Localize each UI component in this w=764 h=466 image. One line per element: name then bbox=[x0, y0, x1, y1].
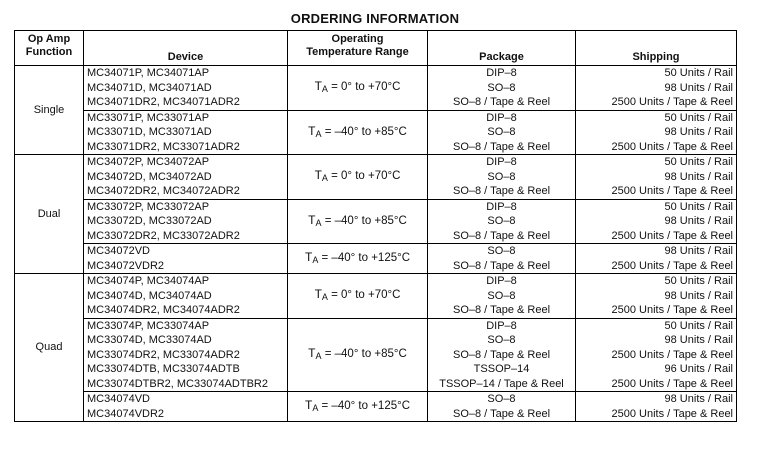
package-line: SO–8 / Tape & Reel bbox=[452, 407, 551, 420]
shipping-cell bbox=[576, 274, 737, 319]
shipping-line: 2500 Units / Tape & Reel bbox=[611, 377, 733, 390]
device-line: MC33072P, MC33072AP bbox=[87, 200, 210, 213]
function-cell: Dual bbox=[15, 155, 84, 274]
temperature-range: = –40° to +125°C bbox=[318, 251, 411, 264]
device-line: MC33074DR2, MC33074ADR2 bbox=[87, 348, 240, 361]
ta-subscript: A bbox=[315, 217, 322, 228]
package-line: DIP–8 bbox=[486, 200, 517, 213]
ta-subscript: A bbox=[321, 84, 328, 94]
shipping-line: 2500 Units / Tape & Reel bbox=[611, 96, 733, 108]
package-line: DIP–8 bbox=[486, 67, 517, 79]
temperature-cell bbox=[288, 155, 428, 200]
header-row bbox=[15, 31, 737, 66]
package-line: SO–8 bbox=[487, 245, 516, 257]
device-line: MC34074VD bbox=[87, 393, 150, 405]
shipping-line: 50 Units / Rail bbox=[664, 200, 733, 213]
device-cell bbox=[84, 110, 288, 155]
shipping-cell bbox=[576, 199, 737, 244]
ta-symbol bbox=[305, 250, 318, 264]
package-line: TSSOP–14 bbox=[473, 363, 530, 375]
function-cell: Quad bbox=[15, 274, 84, 422]
shipping-cell bbox=[576, 244, 737, 274]
package-line: SO–8 / Tape & Reel bbox=[452, 304, 551, 316]
device-line: MC33072DR2, MC33072ADR2 bbox=[87, 229, 240, 242]
temperature-range: = 0° to +70°C bbox=[327, 289, 401, 301]
package-line: SO–8 / Tape & Reel bbox=[452, 140, 551, 153]
device-cell bbox=[84, 199, 288, 244]
temperature-range: = –40° to +125°C bbox=[318, 399, 411, 412]
function-cell: Single bbox=[15, 66, 84, 155]
ta-variable: T bbox=[314, 79, 322, 93]
package-cell bbox=[428, 392, 576, 422]
package-line: SO–8 bbox=[487, 334, 516, 346]
package-line: SO–8 bbox=[487, 289, 516, 302]
header-device: Device bbox=[84, 31, 288, 66]
ta-subscript: A bbox=[321, 292, 328, 302]
ta-symbol bbox=[315, 168, 328, 182]
package-cell bbox=[428, 318, 576, 392]
device-line: MC33071P, MC33071AP bbox=[87, 111, 210, 124]
ta-subscript: A bbox=[315, 128, 322, 139]
ta-variable: T bbox=[314, 287, 322, 301]
shipping-line: 2500 Units / Tape & Reel bbox=[611, 348, 733, 361]
temperature-cell bbox=[288, 244, 428, 274]
shipping-line: 98 Units / Rail bbox=[664, 81, 733, 94]
package-line: SO–8 / Tape & Reel bbox=[452, 259, 551, 272]
ta-variable: T bbox=[308, 346, 316, 360]
header-package: Package bbox=[428, 31, 576, 66]
shipping-line: 98 Units / Rail bbox=[664, 215, 733, 227]
device-line: MC33074DTBR2, MC33074ADTBR2 bbox=[87, 377, 268, 390]
package-line: SO–8 / Tape & Reel bbox=[452, 229, 551, 242]
package-line: SO–8 / Tape & Reel bbox=[452, 185, 551, 197]
package-cell bbox=[428, 155, 576, 200]
page-title: ORDERING INFORMATION bbox=[290, 11, 460, 26]
device-line: MC34071DR2, MC34071ADR2 bbox=[87, 96, 240, 108]
package-line: SO–8 bbox=[487, 81, 516, 94]
table-row bbox=[15, 318, 737, 392]
package-line: SO–8 / Tape & Reel bbox=[452, 348, 551, 361]
shipping-line: 2500 Units / Tape & Reel bbox=[611, 407, 733, 420]
device-line: MC33074P, MC33074AP bbox=[87, 319, 210, 332]
ta-subscript: A bbox=[321, 173, 328, 183]
shipping-line: 50 Units / Rail bbox=[664, 67, 733, 79]
header-shipping: Shipping bbox=[576, 31, 737, 66]
ta-variable: T bbox=[304, 249, 313, 264]
table-row bbox=[15, 244, 737, 274]
package-cell bbox=[428, 66, 576, 111]
package-cell bbox=[428, 274, 576, 319]
package-line: DIP–8 bbox=[486, 111, 517, 124]
table-row bbox=[15, 392, 737, 422]
device-cell bbox=[84, 244, 288, 274]
shipping-line: 96 Units / Rail bbox=[664, 363, 733, 375]
device-line: MC34074DR2, MC34074ADR2 bbox=[87, 304, 240, 316]
ta-symbol bbox=[308, 213, 321, 227]
ta-symbol bbox=[308, 124, 321, 138]
temperature-range: = –40° to +85°C bbox=[321, 348, 407, 360]
ta-symbol bbox=[308, 346, 321, 360]
package-line: SO–8 bbox=[487, 215, 516, 227]
shipping-line: 98 Units / Rail bbox=[664, 289, 733, 302]
table-row bbox=[15, 274, 737, 319]
shipping-line: 98 Units / Rail bbox=[664, 245, 733, 257]
device-line: MC34072DR2, MC34072ADR2 bbox=[87, 185, 240, 197]
shipping-line: 50 Units / Rail bbox=[664, 319, 733, 332]
device-line: MC34072VDR2 bbox=[87, 259, 165, 272]
table-row bbox=[15, 199, 737, 244]
table-row bbox=[15, 155, 737, 200]
device-line: MC33074DTB, MC33074ADTB bbox=[87, 363, 240, 375]
temperature-cell bbox=[288, 66, 428, 111]
shipping-cell bbox=[576, 318, 737, 392]
shipping-line: 50 Units / Rail bbox=[664, 111, 733, 124]
shipping-cell bbox=[576, 110, 737, 155]
device-cell bbox=[84, 392, 288, 422]
temperature-range: = 0° to +70°C bbox=[327, 170, 401, 182]
shipping-line: 50 Units / Rail bbox=[664, 156, 733, 168]
table-row bbox=[15, 110, 737, 155]
shipping-line: 98 Units / Rail bbox=[664, 170, 733, 183]
shipping-line: 2500 Units / Tape & Reel bbox=[611, 140, 733, 153]
package-line: SO–8 bbox=[487, 126, 516, 138]
shipping-line: 2500 Units / Tape & Reel bbox=[611, 304, 733, 316]
device-line: MC33071D, MC33071AD bbox=[87, 126, 212, 138]
shipping-cell bbox=[576, 155, 737, 200]
temperature-cell bbox=[288, 110, 428, 155]
device-line: MC34074VDR2 bbox=[87, 407, 165, 420]
package-line: DIP–8 bbox=[486, 275, 517, 287]
device-line: MC34071D, MC34071AD bbox=[87, 81, 212, 94]
package-cell bbox=[428, 110, 576, 155]
ta-variable: T bbox=[308, 212, 316, 227]
device-line: MC33072D, MC33072AD bbox=[87, 215, 212, 227]
device-line: MC34074D, MC34074AD bbox=[87, 289, 212, 302]
shipping-cell bbox=[576, 66, 737, 111]
ta-subscript: A bbox=[312, 402, 319, 413]
shipping-line: 98 Units / Rail bbox=[664, 126, 733, 138]
header-temperature: Operating Temperature Range bbox=[288, 31, 428, 66]
device-line: MC34072VD bbox=[87, 245, 150, 257]
header-function: Op Amp Function bbox=[15, 31, 84, 66]
shipping-line: 2500 Units / Tape & Reel bbox=[611, 259, 733, 272]
package-line: DIP–8 bbox=[486, 156, 517, 168]
device-line: MC33074D, MC33074AD bbox=[87, 334, 212, 346]
device-cell bbox=[84, 155, 288, 200]
device-line: MC34071P, MC34071AP bbox=[87, 67, 210, 79]
device-line: MC34074P, MC34074AP bbox=[87, 275, 210, 287]
device-cell bbox=[84, 318, 288, 392]
shipping-cell bbox=[576, 392, 737, 422]
temperature-range: = –40° to +85°C bbox=[321, 125, 407, 138]
package-line: SO–8 / Tape & Reel bbox=[452, 96, 551, 108]
temperature-cell bbox=[288, 392, 428, 422]
ordering-table bbox=[14, 30, 737, 422]
shipping-line: 50 Units / Rail bbox=[664, 275, 733, 287]
package-cell bbox=[428, 244, 576, 274]
device-line: MC34072P, MC34072AP bbox=[87, 156, 210, 168]
table-row bbox=[15, 66, 737, 111]
ta-variable: T bbox=[304, 397, 313, 412]
ta-variable: T bbox=[308, 123, 316, 138]
temperature-range: = –40° to +85°C bbox=[321, 214, 407, 227]
package-line: SO–8 bbox=[487, 393, 516, 405]
package-cell bbox=[428, 199, 576, 244]
shipping-line: 2500 Units / Tape & Reel bbox=[611, 185, 733, 197]
ta-symbol bbox=[305, 398, 318, 412]
device-line: MC33071DR2, MC33071ADR2 bbox=[87, 140, 240, 153]
device-line: MC34072D, MC34072AD bbox=[87, 170, 212, 183]
ordering-table-body bbox=[15, 66, 737, 422]
device-cell bbox=[84, 66, 288, 111]
ta-symbol bbox=[315, 79, 328, 93]
ta-subscript: A bbox=[315, 351, 322, 361]
ta-symbol bbox=[315, 287, 328, 301]
shipping-line: 98 Units / Rail bbox=[664, 393, 733, 405]
ta-variable: T bbox=[314, 168, 322, 182]
device-cell bbox=[84, 274, 288, 319]
package-line: SO–8 bbox=[487, 170, 516, 183]
ta-subscript: A bbox=[312, 254, 319, 265]
shipping-line: 2500 Units / Tape & Reel bbox=[611, 229, 733, 242]
shipping-line: 98 Units / Rail bbox=[664, 334, 733, 346]
temperature-cell bbox=[288, 274, 428, 319]
temperature-cell bbox=[288, 318, 428, 392]
temperature-cell bbox=[288, 199, 428, 244]
package-line: DIP–8 bbox=[486, 319, 517, 332]
temperature-range: = 0° to +70°C bbox=[327, 81, 401, 93]
package-line: TSSOP–14 / Tape & Reel bbox=[439, 377, 564, 390]
